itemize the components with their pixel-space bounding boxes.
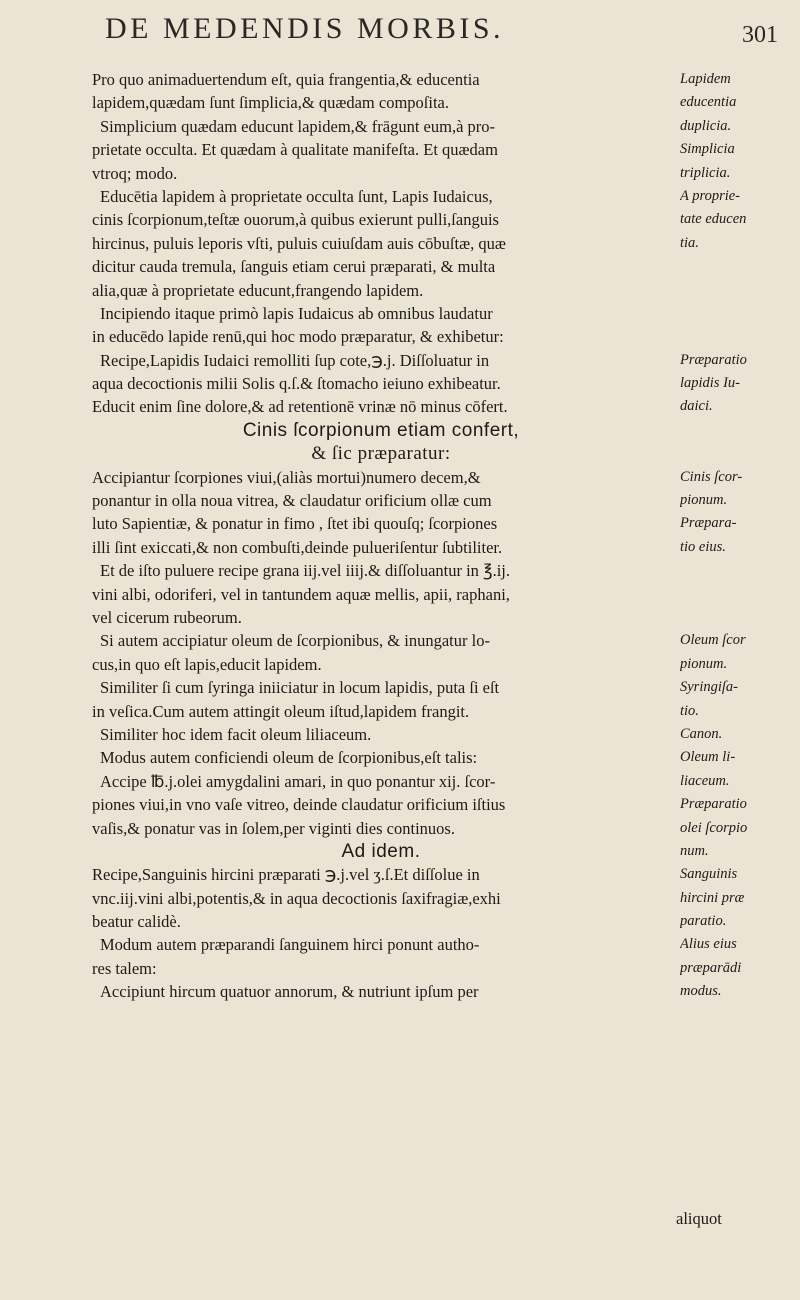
margin-note: Canon. bbox=[680, 725, 723, 742]
margin-note: modus. bbox=[680, 983, 722, 1000]
text-line: Et de iſto puluere recipe grana iij.vel iiij.& diſſoluantur in ℥.ij. bbox=[100, 561, 511, 581]
text-line: Incipiendo itaque primò lapis Iudaicus ab omnibus laudatur bbox=[100, 303, 493, 323]
text-line: cinis ſcorpionum,teſtæ ouorum,à quibus exierunt pulli,ſanguis bbox=[92, 210, 499, 230]
margin-note: triplicia. bbox=[680, 164, 731, 181]
marginal-notes-column bbox=[680, 68, 795, 1004]
margin-note: Præpara- bbox=[680, 515, 737, 532]
margin-note: olei ſcorpio bbox=[680, 819, 748, 836]
text-line: Accipiantur ſcorpiones viui,(aliàs mortui)numero decem,& bbox=[92, 467, 481, 487]
margin-note: lapidis Iu- bbox=[680, 375, 741, 392]
margin-note: Præparatio bbox=[680, 796, 747, 813]
margin-note: duplicia. bbox=[680, 117, 732, 134]
text-line: cus,in quo eſt lapis,educit lapidem. bbox=[92, 654, 322, 674]
margin-note: Syringiſa- bbox=[680, 679, 738, 696]
margin-note: tio eius. bbox=[680, 538, 726, 555]
text-line: lapidem,quædam ſunt ſimplicia,& quædam compoſita. bbox=[92, 93, 449, 113]
margin-note: Lapidem bbox=[680, 71, 731, 87]
margin-note: tate educen bbox=[680, 211, 747, 228]
catchword: aliquot bbox=[676, 1209, 722, 1228]
text-line: piones viui,in vno vaſe vitreo, deinde claudatur orificium iſtius bbox=[92, 795, 506, 815]
margin-note: Cinis ſcor- bbox=[680, 468, 743, 485]
section-heading-continued: & ſic præparatur: bbox=[311, 443, 451, 465]
text-line: vini albi, odoriferi, vel in tantundem aquæ mellis, apii, raphani, bbox=[92, 584, 510, 604]
running-head: DE MEDENDIS MORBIS. bbox=[105, 12, 505, 45]
text-line: Accipe ℔.j.olei amygdalini amari, in quo ponantur xij. ſcor- bbox=[100, 771, 496, 791]
section-heading: Cinis ſcorpionum etiam confert, bbox=[242, 419, 520, 441]
text-line: vel cicerum rubeorum. bbox=[92, 607, 242, 627]
margin-note: A proprie- bbox=[680, 187, 741, 204]
margin-note bbox=[680, 279, 795, 302]
margin-note: præparādi bbox=[680, 959, 742, 976]
margin-note: educentia bbox=[680, 94, 737, 111]
text-line: Educit enim ſine dolore,& ad retentionē vrinæ nō minus cōfert. bbox=[92, 397, 508, 417]
text-line: luto Sapientiæ, & ponatur in fimo , ſtet ibi quouſq; ſcorpiones bbox=[92, 514, 498, 534]
text-line: hircinus, puluis leporis vſti, puluis cuiuſdam auis cōbuſtæ, quæ bbox=[92, 233, 506, 253]
text-line: beatur calidè. bbox=[92, 912, 181, 932]
text-line: alia,quæ à proprietate educunt,frangendo lapidem. bbox=[92, 280, 424, 300]
text-line: ponantur in olla noua vitrea, & claudatur orificium ollæ cum bbox=[92, 491, 492, 511]
main-text-column bbox=[92, 68, 670, 1004]
text-line: dicitur cauda tremula, ſanguis etiam cerui præparati, & multa bbox=[92, 257, 496, 277]
text-line: vtroq; modo. bbox=[92, 163, 178, 183]
margin-note bbox=[680, 255, 795, 278]
text-line: Similiter ſi cum ſyringa iniiciatur in locum lapidis, puta ſi eſt bbox=[100, 678, 500, 698]
margin-note bbox=[680, 442, 795, 465]
text-line: aqua decoctionis milii Solis q.ſ.& ſtomacho ieiuno exhibeatur. bbox=[92, 374, 501, 394]
text-line: vnc.iij.vini albi,potentis,& in aqua decoctionis ſaxifragiæ,exhi bbox=[92, 888, 501, 908]
section-heading: Ad idem. bbox=[341, 840, 421, 862]
text-line: Simplicium quædam educunt lapidem,& frāgunt eum,à pro- bbox=[100, 116, 496, 136]
margin-note bbox=[680, 419, 795, 442]
margin-note bbox=[680, 302, 795, 325]
margin-note bbox=[680, 583, 795, 606]
text-line: Si autem accipiatur oleum de ſcorpionibus, & inungatur lo- bbox=[100, 631, 490, 651]
margin-note: pionum. bbox=[680, 655, 728, 672]
margin-note bbox=[680, 606, 795, 629]
margin-note: Oleum ſcor bbox=[680, 632, 746, 649]
text-line: in educēdo lapide renū,qui hoc modo præparatur, & exhibetur: bbox=[92, 327, 504, 347]
margin-note: Alius eius bbox=[680, 936, 737, 953]
margin-note: tio. bbox=[680, 702, 699, 719]
margin-note: Simplicia bbox=[680, 141, 735, 158]
margin-note: liaceum. bbox=[680, 772, 730, 789]
text-line: prietate occulta. Et quædam à qualitate manifeſta. Et quædam bbox=[92, 140, 498, 160]
text-line: Recipe,Lapidis Iudaici remolliti ſup cote,℈.j. Diſſoluatur in bbox=[100, 350, 490, 370]
text-line: Similiter hoc idem facit oleum liliaceum. bbox=[100, 724, 372, 744]
margin-note: hircini præ bbox=[680, 889, 745, 906]
margin-note: Sanguinis bbox=[680, 866, 738, 883]
margin-note: Præparatio bbox=[680, 351, 747, 368]
text-line: res talem: bbox=[92, 958, 157, 978]
text-line: Modus autem conficiendi oleum de ſcorpionibus,eſt talis: bbox=[100, 748, 478, 768]
margin-note bbox=[680, 559, 795, 582]
text-line: vaſis,& ponatur vas in ſolem,per viginti dies continuos. bbox=[92, 818, 455, 838]
margin-note: Oleum li- bbox=[680, 749, 736, 766]
page-number: 301 bbox=[742, 22, 778, 48]
text-line: Recipe,Sanguinis hircini præparati ℈.j.vel ʒ.ſ.Et diſſolue in bbox=[92, 865, 480, 885]
margin-note: daici. bbox=[680, 398, 713, 415]
text-line: Modum autem præparandi ſanguinem hirci ponunt autho- bbox=[100, 935, 480, 955]
text-line: Accipiunt hircum quatuor annorum, & nutriunt ipſum per bbox=[100, 982, 479, 1002]
text-line: illi ſint exiccati,& non combuſti,deinde pulueriſentur ſubtiliter. bbox=[92, 537, 503, 557]
margin-note: tia. bbox=[680, 234, 699, 251]
margin-note: num. bbox=[680, 842, 709, 859]
text-line: Educētia lapidem à proprietate occulta ſunt, Lapis Iudaicus, bbox=[100, 186, 493, 206]
text-line: Pro quo animaduertendum eſt, quia frangentia,& educentia bbox=[92, 70, 480, 89]
text-line: in veſica.Cum autem attingit oleum iſtud,lapidem frangit. bbox=[92, 701, 470, 721]
margin-note: paratio. bbox=[680, 913, 727, 930]
margin-note bbox=[680, 325, 795, 348]
margin-note: pionum. bbox=[680, 492, 728, 509]
